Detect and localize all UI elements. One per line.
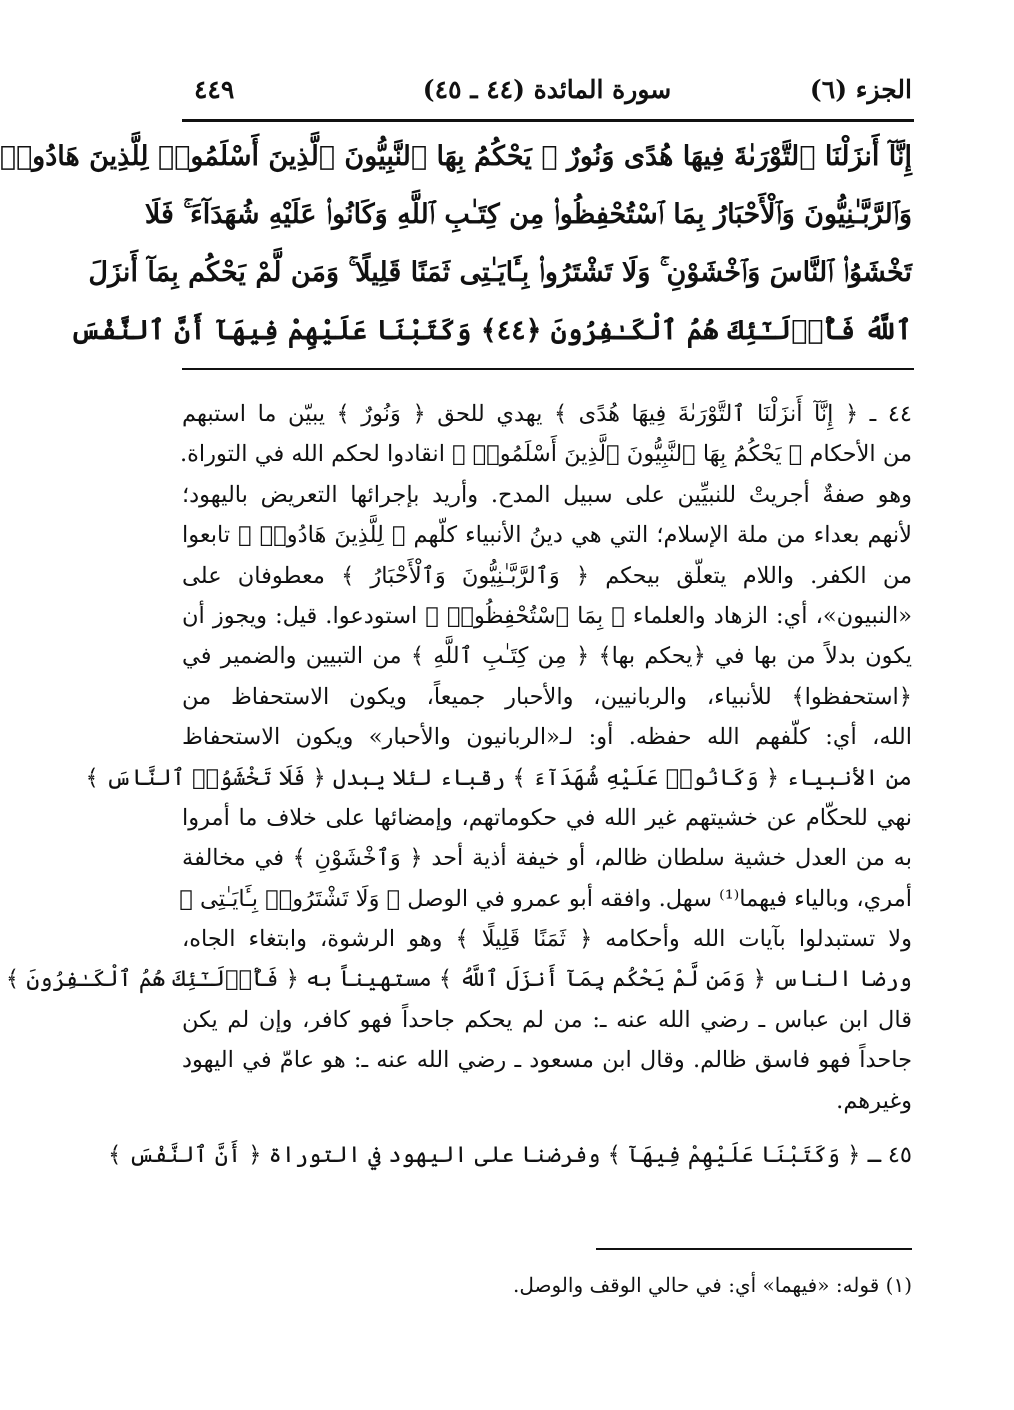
verses-divider (182, 368, 914, 370)
surah-title: سورة المائدة (٤٤ ـ ٤٥) (422, 75, 672, 104)
commentary-line: ولا تستبدلوا بآيات الله وأحكامه ﴿ ثَمَنًا قَلِيلًا ﴾ وهو الرشوة، وابتغاء الجاه، (182, 926, 912, 953)
commentary-block (5, 394, 912, 1175)
commentary-line: وغيرهم. (836, 1087, 912, 1114)
commentary-line: به من العدل خشية سلطان ظالم، أو خيفة أذية أحد ﴿ وَٱخْشَوْنِ ﴾ في مخالفة (182, 845, 912, 872)
verse-line: وَٱلرَّبَّـٰنِيُّونَ وَٱلْأَحْبَارُ بِمَا ٱسْتُحْفِظُوا۟ مِن كِتَـٰبِ ٱللَّهِ وَكَانُوا۟ عَلَيْهِ شُهَدَآءَ ۚ فَلَا (144, 199, 912, 230)
paragraph-gap (182, 1121, 912, 1135)
juz-label: الجزء (٦) (809, 75, 912, 104)
page-number: ٤٤٩ (194, 75, 235, 104)
commentary-line: نهي للحكّام عن خشيتهم غير الله في حكوماتهم، وإمضائها على خلاف ما أمروا (182, 804, 912, 831)
footnote-divider (596, 1248, 912, 1250)
commentary-line: ورضا الناس ﴿ وَمَن لَّمْ يَحْكُم بِمَآ أَنزَلَ ٱللَّهُ ﴾ مستهيناً به ﴿ فَأُو۟لَـٰٓئِكَ هُمُ ٱلْكَـٰفِرُونَ ﴾ (5, 966, 912, 993)
header-divider (182, 119, 914, 122)
footnote: (١) قوله: «فيهما» أي: في حالي الوقف والوصل. (512, 1273, 912, 1297)
commentary-line: يكون بدلاً من بها في ﴿يحكم بها﴾ ﴿ مِن كِتَـٰبِ ٱللَّهِ ﴾ من التبيين والضمير في (182, 643, 912, 670)
commentary-line: الله، أي: كلّفهم الله حفظه. أو: لـ«الربانيون والأحبار» ويكون الاستحفاظ (182, 724, 912, 751)
commentary-line: ٤٤ ـ ﴿ إِنَّآ أَنزَلْنَا ٱلتَّوْرَىٰةَ فِيهَا هُدًى ﴾ يهدي للحق ﴿ وَنُورٌ ﴾ يبيّن ما استبهم (182, 401, 912, 427)
quran-verses-block (0, 128, 912, 360)
verse45-line: ٤٥ ـ ﴿ وَكَتَبْنَا عَلَيْهِمْ فِيهَآ ﴾ وفرضنا على اليهود في التوراة ﴿ أَنَّ ٱلنَّفْسَ ﴾ (108, 1142, 912, 1169)
commentary-line: من الأنبياء ﴿ وَكَانُوا۟ عَلَيْهِ شُهَدَآءَ ﴾ رقباء لئلا يبدل ﴿ فَلَا تَخْشَوُا۟ ٱلنَّاسَ ﴾ (85, 764, 912, 791)
verse-line: تَخْشَوُا۟ ٱلنَّاسَ وَٱخْشَوْنِ ۚ وَلَا تَشْتَرُوا۟ بِـَٔايَـٰتِى ثَمَنًا قَلِيلًا ۚ وَمَن لَّمْ يَحْكُم بِمَآ أَنزَلَ (88, 257, 912, 288)
page-header (182, 70, 912, 110)
commentary-line: أمري، وبالياء فيهما⁽¹⁾ سهل. وافقه أبو عمرو في الوصل ﴿ وَلَا تَشْتَرُوا۟ بِـَٔايَـٰتِى ﴾ (179, 885, 912, 912)
commentary-line: ﴿استحفظوا﴾ للأنبياء، والربانيين، والأحبار جميعاً، ويكون الاستحفاظ من (182, 683, 912, 710)
verse-line: إِنَّآ أَنزَلْنَا ٱلتَّوْرَىٰةَ فِيهَا هُدًى وَنُورٌ ۚ يَحْكُمُ بِهَا ٱلنَّبِيُّونَ ٱلَّذِينَ أَسْلَمُوا۟ لِلَّذِينَ هَادُوا۟ (0, 141, 912, 172)
commentary-line: وهو صفةٌ أجريتْ للنبيِّين على سبيل المدح. وأريد بإجرائها التعريض باليهود؛ (182, 481, 912, 508)
commentary-line: لأنهم بعداء من ملة الإسلام؛ التي هي دينُ الأنبياء كلّهم ﴿ لِلَّذِينَ هَادُوا۟ ﴾ تابعوا (182, 522, 912, 549)
commentary-line: قال ابن عباس ـ رضي الله عنه ـ: من لم يحكم جاحداً فهو كافر، وإن لم يكن (182, 1006, 912, 1033)
commentary-line: «النبيون»، أي: الزهاد والعلماء ﴿ بِمَا ٱسْتُحْفِظُوا۟ ﴾ استودعوا. قيل: ويجوز أن (182, 602, 912, 629)
commentary-line: جاحداً فهو فاسق ظالم. وقال ابن مسعود ـ رضي الله عنه ـ: هو عامّ في اليهود (182, 1047, 912, 1074)
commentary-line: من الكفر. واللام يتعلّق بيحكم ﴿ وَٱلرَّبَّـٰنِيُّونَ وَٱلْأَحْبَارُ ﴾ معطوفان على (182, 562, 912, 589)
verse-line: ٱللَّهُ فَأُو۟لَـٰٓئِكَ هُمُ ٱلْكَـٰفِرُونَ ﴿٤٤﴾ وَكَتَبْنَا عَلَيْهِمْ فِيهَآ أَنَّ ٱلنَّفْسَ (69, 315, 912, 346)
commentary-line: من الأحكام ﴿ يَحْكُمُ بِهَا ٱلنَّبِيُّونَ ٱلَّذِينَ أَسْلَمُوا۟ ﴾ انقادوا لحكم الله في التوراة. (179, 441, 912, 468)
